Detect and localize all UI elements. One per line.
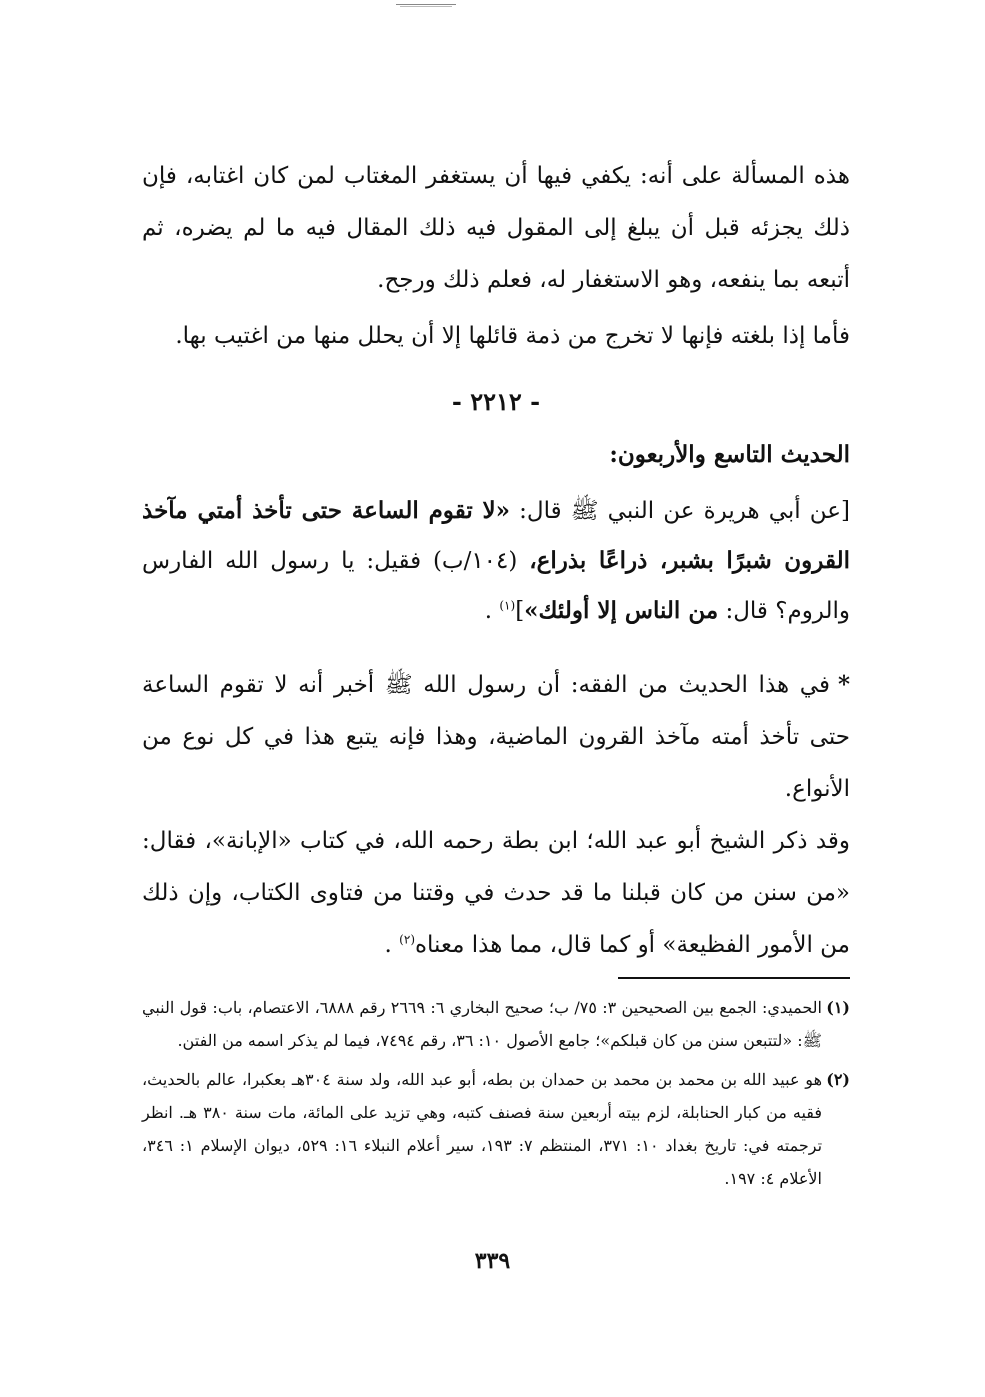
body-paragraph-1: هذه المسألة على أنه: يكفي فيها أن يستغفر المغتاب لمن كان اغتابه، فإن ذلك يجزئه قبل أن يبلغ إلى المقول فيه ذلك المقال فيه ما لم يضره، ثم أتبعه بما ينفعه، وهو الاستغفار له، فعلم ذلك ورجح. xyxy=(142,163,850,293)
fiqh-paragraph xyxy=(142,659,850,815)
hadith-close: ] xyxy=(515,598,525,624)
fiqh-text: في هذا الحديث من الفقه: أن رسول الله ﷺ أخبر أنه لا تقوم الساعة حتى تأخذ أمته مآخذ القرون الماضية، وهذا فإنه يتبع هذا في كل نوع من الأنواع. xyxy=(142,672,850,802)
hadith-open: [عن أبي هريرة عن النبي ﷺ قال: xyxy=(510,498,851,524)
footnote-ref-2[interactable]: (٢) xyxy=(399,932,415,947)
footnote-2-text: هو عبيد الله بن محمد بن محمد بن حمدان بن بطه، أبو عبد الله، ولد سنة ٣٠٤هـ بعكبرا، عالم بالحديث، فقيه من كبار الحنابلة، لزم بيته أربعين سنة فصنف كتبه، وهي تزيد على المائة، مات سنة ٣٨٠ هـ. انظر ترجمته في: تاريخ بغداد ١٠: ٣٧١، المنتظم ٧: ١٩٣، سير أعلام النبلاء ١٦: ٥٢٩، ديوان الإسلام ١: ٣٤٦، الأعلام ٤: ١٩٧. xyxy=(142,1070,823,1188)
paragraph-3-end: . xyxy=(384,932,400,958)
hadith-number: - ٢٢١٢ - xyxy=(451,387,541,416)
hadith-mid: (١٠٤/ب) فقيل: يا رسول الله الفارس والروم؟ قال: xyxy=(142,548,850,624)
footnote-2 xyxy=(142,1063,850,1195)
footnote-2-number: (٢) xyxy=(826,1070,850,1089)
footnote-1 xyxy=(142,991,850,1057)
paragraph-3-text: وقد ذكر الشيخ أبو عبد الله؛ ابن بطة رحمه الله، في كتاب «الإبانة»، فقال: «من سنن من كان قبلنا ما قد حدث في وقتنا من فتاوى الكتاب، وإن ذلك من الأمور الفظيعة» أو كما قال، مما هذا معناه xyxy=(142,828,850,958)
star-marker: * xyxy=(837,671,850,698)
footnote-1-text: الحميدي: الجمع بين الصحيحين ٣: ٧٥/ ب؛ صحيح البخاري ٦: ٢٦٦٩ رقم ٦٨٨٨، الاعتصام، باب: قول النبي ﷺ: «لتتبعن سنن من كان قبلكم»؛ جامع الأصول ١٠: ٣٦، رقم ٧٤٩٤، فيما لم يذكر اسمه من الفتن. xyxy=(142,998,822,1050)
footnote-ref-1[interactable]: (١) xyxy=(499,598,516,613)
footnote-separator xyxy=(142,971,850,991)
page-content xyxy=(142,150,850,1195)
top-scan-mark xyxy=(396,4,456,5)
hadith-bold-1: «لا تقوم الساعة حتى تأخذ أمتي مآخذ القرون شبرًا بشبر، ذراعًا بذراع، xyxy=(142,497,850,574)
hadith-text xyxy=(142,486,850,636)
footnote-1-number: (١) xyxy=(826,998,850,1017)
body-paragraph-3 xyxy=(142,815,850,971)
top-scan-mark-2 xyxy=(400,6,452,7)
section-heading: الحديث التاسع والأربعون: xyxy=(609,441,850,468)
hadith-bold-2: من الناس إلا أولئك» xyxy=(524,597,719,624)
body-paragraph-2: فأما إذا بلغته فإنها لا تخرج من ذمة قائلها إلا أن يحلل منها من اغتيب بها. xyxy=(175,323,850,349)
page-number: ٣٣٩ xyxy=(474,1248,511,1274)
separator-line xyxy=(618,977,850,979)
hadith-end: . xyxy=(484,598,500,624)
